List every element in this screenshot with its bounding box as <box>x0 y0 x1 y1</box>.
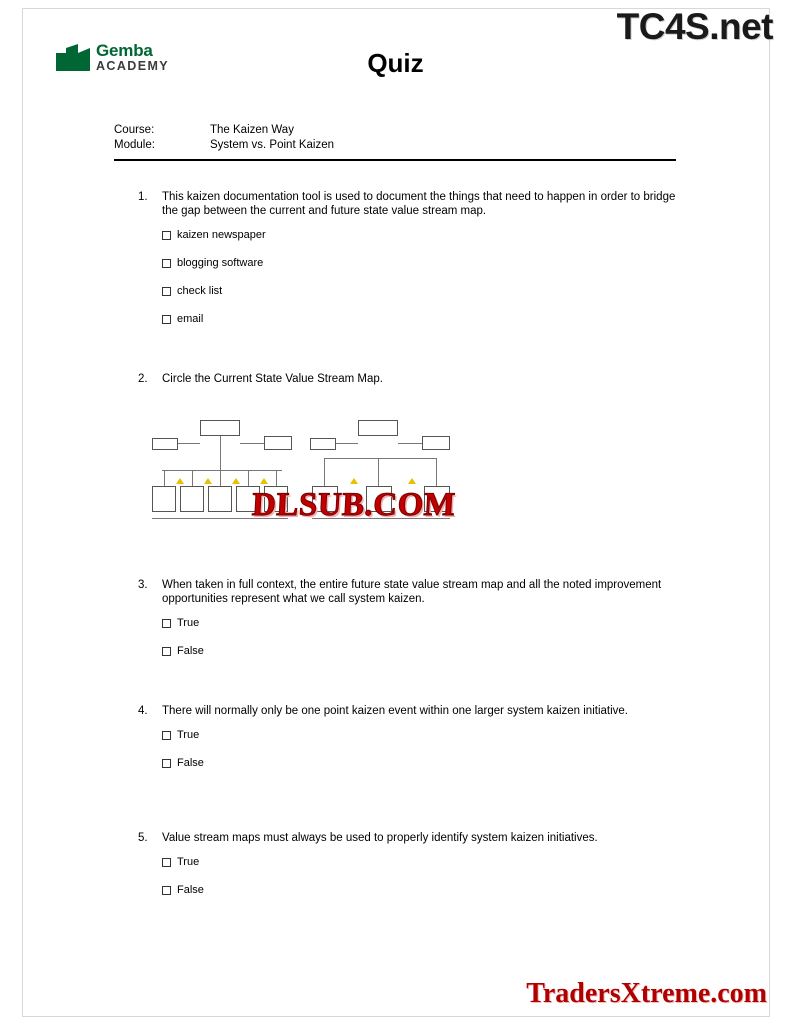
vsm-node <box>358 420 398 436</box>
question-4 <box>0 704 791 784</box>
checkbox-icon[interactable] <box>162 858 171 867</box>
option-label: blogging software <box>177 257 264 269</box>
vsm-connector <box>324 458 325 486</box>
question-3-number: 3. <box>138 579 148 591</box>
course-label: Course: <box>114 124 155 136</box>
question-1-options <box>0 228 791 326</box>
vsm-inventory-icon <box>408 478 416 484</box>
question-2-text: Circle the Current State Value Stream Map. <box>162 373 383 385</box>
watermark-top-right: TC4S.net <box>616 6 773 47</box>
option-label: True <box>177 617 200 629</box>
question-3 <box>0 578 791 672</box>
option-row[interactable] <box>162 756 791 770</box>
vsm-connector <box>178 443 200 444</box>
vsm-process-box <box>180 486 204 512</box>
vsm-connector <box>164 470 165 486</box>
vsm-node <box>310 438 336 450</box>
question-3-options <box>0 616 791 658</box>
logo-name-top: Gemba <box>96 41 153 60</box>
question-1 <box>0 190 791 340</box>
question-1-text: This kaizen documentation tool is used to document the things that need to happen in order to bridge the gap between the current and future state value stream map. <box>162 191 676 217</box>
checkbox-icon[interactable] <box>162 886 171 895</box>
question-2-head <box>0 372 791 386</box>
logo-name-bottom: ACADEMY <box>96 59 169 73</box>
vsm-connector <box>240 443 264 444</box>
vsm-node <box>200 420 240 436</box>
question-1-head <box>0 190 791 218</box>
option-row[interactable] <box>162 728 791 742</box>
option-row[interactable] <box>162 644 791 658</box>
vsm-node <box>422 436 450 450</box>
question-5-options <box>0 855 791 897</box>
option-row[interactable] <box>162 855 791 869</box>
question-5 <box>0 831 791 911</box>
question-2-number: 2. <box>138 373 148 385</box>
option-label: False <box>177 884 204 896</box>
option-label: True <box>177 729 200 741</box>
option-row[interactable] <box>162 256 791 270</box>
vsm-process-box <box>152 486 176 512</box>
page-border-bottom <box>22 1016 770 1017</box>
option-label: kaizen newspaper <box>177 229 266 241</box>
option-label: True <box>177 856 200 868</box>
question-4-number: 4. <box>138 705 148 717</box>
header-divider <box>114 159 676 161</box>
meta-row-course <box>114 123 676 138</box>
vsm-connector <box>398 443 422 444</box>
vsm-inventory-icon <box>232 478 240 484</box>
option-row[interactable] <box>162 228 791 242</box>
watermark-overlay: DLSUB.COM <box>251 487 457 523</box>
checkbox-icon[interactable] <box>162 731 171 740</box>
question-2 <box>0 372 791 386</box>
option-row[interactable] <box>162 883 791 897</box>
checkbox-icon[interactable] <box>162 315 171 324</box>
vsm-inventory-icon <box>176 478 184 484</box>
vsm-node <box>264 436 292 450</box>
vsm-connector <box>162 470 282 471</box>
vsm-connector <box>276 470 277 486</box>
page-title: Quiz <box>367 48 424 78</box>
option-label: check list <box>177 285 223 297</box>
vsm-connector <box>192 470 193 486</box>
option-label: False <box>177 645 204 657</box>
option-row[interactable] <box>162 616 791 630</box>
module-label: Module: <box>114 139 155 151</box>
checkbox-icon[interactable] <box>162 647 171 656</box>
question-4-options <box>0 728 791 770</box>
question-5-text: Value stream maps must always be used to properly identify system kaizen initiatives. <box>162 832 598 844</box>
checkbox-icon[interactable] <box>162 231 171 240</box>
option-label: False <box>177 757 204 769</box>
course-meta <box>114 123 676 153</box>
question-1-number: 1. <box>138 191 148 203</box>
vsm-node <box>152 438 178 450</box>
checkbox-icon[interactable] <box>162 287 171 296</box>
checkbox-icon[interactable] <box>162 759 171 768</box>
course-value: The Kaizen Way <box>210 124 294 136</box>
question-5-number: 5. <box>138 832 148 844</box>
vsm-connector <box>336 443 358 444</box>
option-row[interactable] <box>162 312 791 326</box>
option-row[interactable] <box>162 284 791 298</box>
option-label: email <box>177 313 204 325</box>
question-4-head <box>0 704 791 718</box>
vsm-connector <box>436 458 437 486</box>
watermark-bottom-right: TradersXtreme.com <box>526 978 767 1009</box>
vsm-connector <box>220 436 221 470</box>
vsm-connector <box>378 458 379 486</box>
vsm-inventory-icon <box>260 478 268 484</box>
vsm-connector <box>248 470 249 486</box>
question-5-head <box>0 831 791 845</box>
vsm-connector <box>220 470 221 486</box>
module-value: System vs. Point Kaizen <box>210 139 334 151</box>
checkbox-icon[interactable] <box>162 619 171 628</box>
vsm-inventory-icon <box>204 478 212 484</box>
vsm-connector <box>324 458 436 459</box>
checkbox-icon[interactable] <box>162 259 171 268</box>
question-4-text: There will normally only be one point kaizen event within one larger system kaizen initiative. <box>162 705 628 717</box>
question-3-text: When taken in full context, the entire future state value stream map and all the noted improvement opportunities represent what we call system kaizen. <box>162 579 662 605</box>
vsm-process-box <box>208 486 232 512</box>
question-3-head <box>0 578 791 606</box>
meta-row-module <box>114 138 676 153</box>
vsm-inventory-icon <box>350 478 358 484</box>
